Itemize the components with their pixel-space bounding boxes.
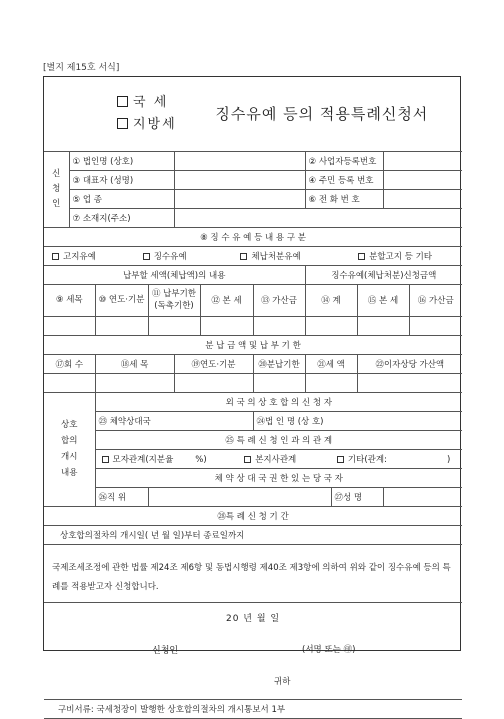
checkbox[interactable] [240, 253, 247, 260]
foreign-corp-name-label: ㉔법 인 명 (상 호) [256, 416, 324, 427]
position-label: ㉖직 위 [95, 487, 148, 506]
checkbox[interactable] [102, 456, 109, 463]
installment-interest-field[interactable] [357, 373, 462, 392]
title-block [44, 77, 462, 151]
option-label: 고지유예 [63, 251, 96, 262]
col-total: ⑭ 계 [305, 284, 357, 316]
col-installment-interest: ㉒이자상당 가산액 [357, 354, 462, 373]
required-documents: 구비서류: 국세청장이 발행한 상호합의절차의 개시통보서 1부 [44, 699, 462, 718]
tax-paid-header: 납부할 세액(체납액)의 내용 [44, 265, 305, 284]
checkbox[interactable] [244, 456, 251, 463]
relation-head-branch[interactable] [244, 453, 334, 465]
applicant-side-label: 신 청 인 [44, 151, 69, 227]
business-type-label: ⑤ 업 종 [69, 189, 174, 208]
col-request-principal: ⑮ 본 세 [357, 284, 409, 316]
tax-type-selector [117, 92, 177, 136]
authority-header: 체 약 상 대 국 권 한 있 는 당 국 자 [95, 468, 462, 487]
resident-no-field[interactable] [383, 170, 462, 189]
name-field[interactable] [383, 487, 462, 506]
installment-amount-field[interactable] [305, 373, 357, 392]
period-header: ㉘특 례 신 청 기 간 [44, 506, 462, 525]
application-statement: 국제조세조정에 관한 법률 제24조 제6항 및 동법시행령 제40조 제3항에 의하여 위와 같이 징수유예 등의 특례를 적용받고자 신청합니다. [44, 544, 462, 602]
signature-seal[interactable]: (서명 또는 ㊞) [302, 644, 356, 655]
application-date[interactable]: 20 년 월 일 [225, 613, 281, 624]
col-year-period: ⑩ 연도·기분 [95, 284, 148, 316]
corp-name-field[interactable] [174, 151, 305, 170]
option-label: 기타(관계: [347, 454, 387, 465]
business-type-field[interactable] [174, 189, 305, 208]
close-paren: ) [446, 454, 451, 465]
resident-no-label: ④ 주민 등록 번호 [305, 170, 383, 189]
representative-field[interactable] [174, 170, 305, 189]
biz-reg-no-field[interactable] [383, 151, 462, 170]
col-due-date: ⑪ 납부기한 (독촉기한) [148, 284, 200, 316]
installment-due-field[interactable] [253, 373, 305, 392]
request-principal-field[interactable] [357, 316, 409, 335]
request-surcharge-field[interactable] [409, 316, 462, 335]
option-label: 체납처분유예 [251, 251, 301, 262]
col-surcharge: ⑬ 가산금 [253, 284, 305, 316]
relation-header: ㉕ 특 례 신 청 인 과 의 관 계 [95, 430, 462, 449]
relation-options-row [95, 449, 462, 468]
address-field[interactable] [174, 208, 462, 227]
col-installment-year: ⑲연도·기분 [174, 354, 253, 373]
deferral-option-collection[interactable] [143, 250, 238, 262]
representative-label: ③ 대표자 (성명) [69, 170, 174, 189]
installment-header: 분 납 금 액 및 납 부 기 한 [44, 335, 462, 354]
name-label: ㉗성 명 [331, 487, 383, 506]
checkbox[interactable] [358, 253, 365, 260]
option-label: 분할고지 등 기타 [369, 251, 432, 262]
col-installment-amount: ㉑세 액 [305, 354, 357, 373]
form-table [44, 77, 462, 719]
deferral-option-notice[interactable] [52, 250, 140, 262]
counterpart-country-cell[interactable] [95, 411, 253, 430]
deferral-section-header: ⑧ 징 수 유 예 등 내 용 구 분 [44, 227, 462, 246]
national-tax-checkbox[interactable] [117, 96, 128, 107]
counterpart-country-label: ㉓ 체약상대국 [98, 416, 151, 427]
installment-round-field[interactable] [44, 373, 95, 392]
deferral-option-arrears[interactable] [240, 250, 355, 262]
percent-label: %) [195, 454, 207, 465]
addressee: 귀하 [274, 676, 291, 687]
checkbox[interactable] [52, 253, 59, 260]
mutual-header: 외 국 의 상 호 합 의 신 청 자 [95, 392, 462, 411]
phone-label: ⑥ 전 화 번 호 [305, 189, 383, 208]
checkbox[interactable] [337, 456, 344, 463]
col-installment-due: ⑳분납기한 [253, 354, 305, 373]
form-title: 징수유예 등의 적용특례신청서 [215, 105, 429, 124]
col-installment-item: ⑱세 목 [95, 354, 174, 373]
installment-item-field[interactable] [95, 373, 174, 392]
col-tax-item: ⑨ 세목 [44, 284, 95, 316]
option-label: 징수유예 [153, 251, 187, 262]
col-installment-round: ⑰회 수 [44, 354, 95, 373]
biz-reg-no-label: ② 사업자등록번호 [305, 151, 383, 170]
tax-item-field[interactable] [44, 316, 95, 335]
national-tax-option[interactable] [117, 95, 168, 110]
col-request-surcharge: ⑯ 가산금 [409, 284, 462, 316]
deferral-options-row [44, 246, 462, 265]
local-tax-option[interactable] [117, 117, 177, 132]
principal-field[interactable] [200, 316, 253, 335]
address-label: ⑦ 소재지(주소) [69, 208, 174, 227]
applicant-signature-label: 신청인 [152, 645, 179, 656]
relation-parent-sub[interactable] [102, 453, 242, 465]
mutual-side-label: 상호 합의 개시 내용 [44, 392, 95, 506]
option-label: 본지사관계 [255, 454, 297, 465]
national-tax-label: 국 세 [133, 94, 169, 110]
col-principal: ⑫ 본 세 [200, 284, 253, 316]
total-field[interactable] [305, 316, 357, 335]
checkbox[interactable] [143, 253, 150, 260]
deferral-option-installment[interactable] [358, 250, 432, 262]
form-number-tag: [별지 제15호 서식] [43, 63, 120, 73]
foreign-corp-name-cell[interactable] [253, 411, 462, 430]
relation-other[interactable] [337, 453, 450, 465]
position-field[interactable] [148, 487, 331, 506]
tax-request-header: 징수유예(체납처분)신청금액 [305, 265, 462, 284]
due-date-field[interactable] [148, 316, 200, 335]
surcharge-field[interactable] [253, 316, 305, 335]
signature-block [44, 602, 462, 699]
installment-year-field[interactable] [174, 373, 253, 392]
local-tax-checkbox[interactable] [117, 118, 128, 129]
year-period-field[interactable] [95, 316, 148, 335]
application-form [43, 76, 461, 715]
period-text: 상호합의절차의 개시일( 년 월 일)부터 종료일까지 [44, 525, 462, 544]
option-label: 모자관계(지분율 [112, 454, 174, 465]
corp-name-label: ① 법인명 (상호) [69, 151, 174, 170]
phone-field[interactable] [383, 189, 462, 208]
local-tax-label: 지방세 [133, 116, 177, 132]
